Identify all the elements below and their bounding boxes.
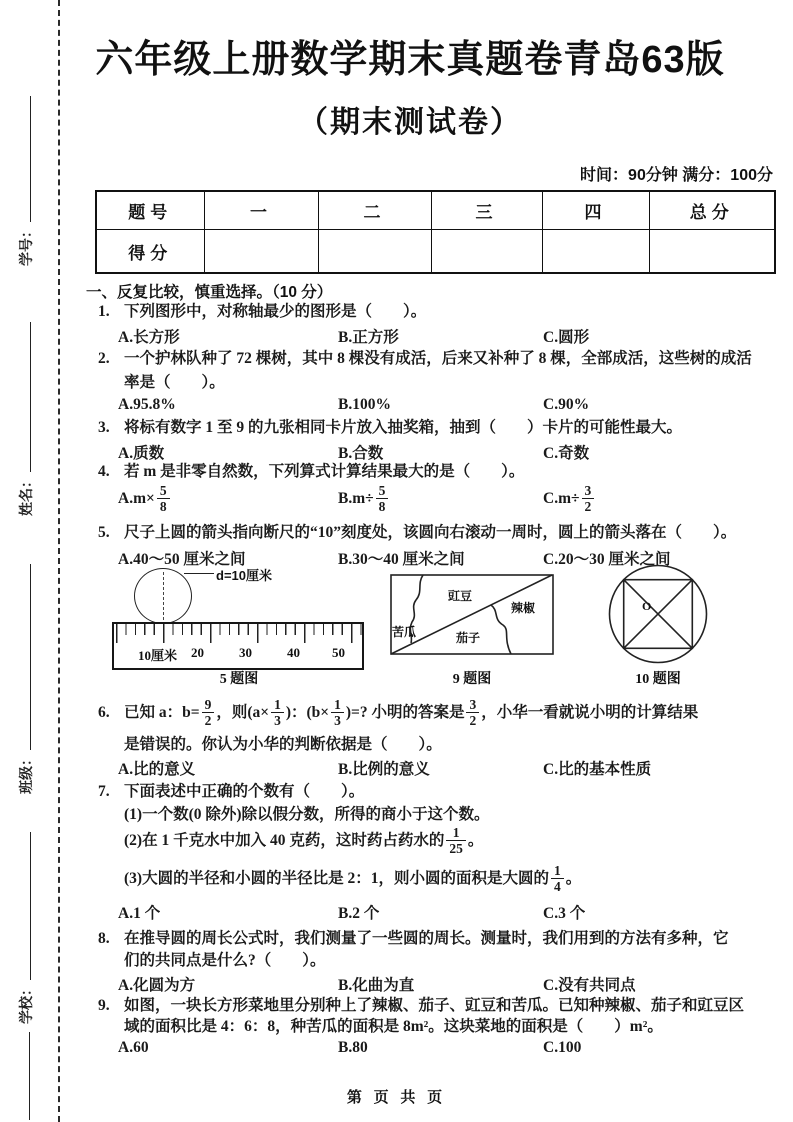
- time-score-meta: 时间：90分钟 满分：100分: [580, 167, 773, 184]
- q3-option-c: C.奇数: [543, 445, 590, 462]
- q7-option-b: B.2 个: [338, 905, 380, 922]
- q6-option-b: B.比例的意义: [338, 761, 430, 778]
- score-label-cell: 得分: [96, 230, 204, 274]
- score-cell: [318, 230, 431, 274]
- circle-diameter-dashed-line: [163, 572, 164, 620]
- question-6: [98, 694, 698, 732]
- question-8-line2: 们的共同点是什么?（ ）。: [124, 952, 326, 969]
- bottom-blank-line-group: [16, 1032, 33, 1122]
- diameter-label: d=10厘米: [216, 568, 272, 583]
- class-label: 班级：: [18, 752, 34, 794]
- class-field: [16, 564, 36, 794]
- header-part-1: 一: [204, 191, 318, 230]
- school-field: [16, 832, 36, 1024]
- question-7-options: [118, 901, 778, 921]
- question-1-number: 1.: [98, 303, 110, 320]
- q4-option-a-fraction: $\frac{5}{8}$: [157, 484, 170, 514]
- plot-label-cowpea: 豇豆: [448, 589, 473, 603]
- q4-option-a-text: A.m×: [118, 490, 155, 507]
- q6-fraction-2: $\frac{1}{3}$: [271, 698, 284, 728]
- q1-option-c: C.圆形: [543, 329, 590, 346]
- question-6-number: 6.: [98, 704, 110, 721]
- question-1-options: [118, 325, 778, 345]
- plot-label-pepper: 辣椒: [511, 601, 536, 615]
- question-5-text: 尺子上圆的箭头指向断尺的“10”刻度处，该圆向右滚动一周时，圆上的箭头落在（ ）。: [124, 524, 737, 541]
- q5-option-a: A.40～50 厘米之间: [118, 551, 246, 568]
- q7-option-c: C.3 个: [543, 905, 586, 922]
- dashed-fold-line: [58, 0, 60, 1122]
- q7-s3-text: (3)大圆的半径和小圆的半径比是 2：1，则小圆的面积是大圆的: [124, 870, 549, 887]
- question-2-options: [118, 396, 778, 416]
- score-cell: [431, 230, 542, 274]
- q5-option-c: C.20～30 厘米之间: [543, 551, 671, 568]
- figure-q9-vegetable-plot: [390, 574, 554, 656]
- page-subtitle: （期末测试卷）: [298, 106, 522, 139]
- q2-option-c: C.90%: [543, 396, 590, 413]
- q7-s2-period: 。: [467, 832, 484, 849]
- q6-option-a: A.比的意义: [118, 761, 196, 778]
- q8-option-b: B.化曲为直: [338, 977, 415, 994]
- question-7: [98, 782, 364, 802]
- question-4-number: 4.: [98, 463, 110, 480]
- question-9: [98, 996, 744, 1016]
- q6-text-part1: 已知 a：b=: [124, 704, 200, 721]
- question-3-options: [118, 441, 778, 461]
- question-5-number: 5.: [98, 524, 110, 541]
- question-6-line2: 是错误的。你认为小华的判断依据是（ ）。: [124, 736, 442, 753]
- question-9-options: [118, 1039, 778, 1059]
- question-2: [98, 349, 752, 369]
- q9-option-a: A.60: [118, 1039, 149, 1056]
- page-footer: 第 页 共 页: [346, 1090, 447, 1106]
- q5-option-b: B.30～40 厘米之间: [338, 551, 465, 568]
- student-id-label: 学号：: [18, 224, 34, 266]
- q4-option-a: [118, 481, 172, 517]
- student-id-blank-line: [17, 96, 31, 222]
- header-part-4: 四: [542, 191, 649, 230]
- ruler-tick-label-20: 20: [191, 645, 204, 660]
- q8-option-c: C.没有共同点: [543, 977, 636, 994]
- score-cell: [204, 230, 318, 274]
- q6-fraction-3: $\frac{1}{3}$: [331, 698, 344, 728]
- question-8-options: [118, 973, 778, 993]
- header-part-2: 二: [318, 191, 431, 230]
- score-table-score-row: [96, 230, 775, 274]
- ruler-tick-label-50: 50: [332, 645, 345, 660]
- diameter-pointer-line: [184, 573, 214, 574]
- q1-option-a: A.长方形: [118, 329, 180, 346]
- circle-center-label: O: [642, 599, 652, 613]
- q1-option-b: B.正方形: [338, 329, 399, 346]
- figure-q10-caption: 10 题图: [635, 672, 681, 687]
- figure-q10-circle-square: [602, 562, 714, 666]
- ruler-tick-label-10: 10厘米: [138, 648, 178, 663]
- q4-option-b: [338, 481, 390, 517]
- q6-text-part2: ，则(a×: [216, 704, 270, 721]
- question-7-text: 下面表述中正确的个数有（ ）。: [124, 783, 365, 800]
- q4-option-b-text: B.m÷: [338, 490, 374, 507]
- question-4: [98, 462, 524, 482]
- q6-text-part5: ，小华一看就说小明的计算结果: [481, 704, 699, 721]
- q7-s3-fraction: $\frac{1}{4}$: [551, 864, 564, 894]
- rolling-circle: [134, 568, 192, 624]
- question-8-line1: 在推导圆的周长公式时，我们测量了一些圆的周长。测量时，我们用到的方法有多种，它: [124, 930, 729, 947]
- question-5: [98, 523, 736, 543]
- question-2-line2: 率是（ ）。: [124, 374, 225, 391]
- header-question-no: 题号: [96, 191, 204, 230]
- q4-option-c-text: C.m÷: [543, 490, 580, 507]
- q6-fraction-1: $\frac{9}{2}$: [202, 698, 215, 728]
- name-label: 姓名：: [18, 474, 34, 516]
- q2-option-a: A.95.8%: [118, 396, 176, 413]
- question-9-number: 9.: [98, 997, 110, 1014]
- question-3-number: 3.: [98, 419, 110, 436]
- question-4-options: [118, 481, 778, 517]
- ruler-tick-label-40: 40: [287, 645, 300, 660]
- name-field: [16, 322, 36, 516]
- score-table: [95, 190, 776, 274]
- question-9-line1: 如图，一块长方形菜地里分别种上了辣椒、茄子、豇豆和苦瓜。已知种辣椒、茄子和豇豆区: [124, 997, 745, 1014]
- school-label: 学校：: [18, 982, 34, 1024]
- q7-s2-fraction: $\frac{1}{25}$: [446, 826, 466, 856]
- question-1-text: 下列图形中，对称轴最少的图形是（ ）。: [124, 303, 427, 320]
- question-3-text: 将标有数字 1 至 9 的九张相同卡片放入抽奖箱，抽到（ ）卡片的可能性最大。: [124, 419, 683, 436]
- question-4-text: 若 m 是非零自然数，下列算式计算结果最大的是（ ）。: [124, 463, 525, 480]
- q6-fraction-4: $\frac{3}{2}$: [466, 698, 479, 728]
- q3-option-a: A.质数: [118, 445, 165, 462]
- page-title: 六年级上册数学期末真题卷青岛63版: [95, 39, 725, 81]
- plot-label-bitter-gourd: 苦瓜: [392, 625, 417, 639]
- q9-option-c: C.100: [543, 1039, 582, 1056]
- q7-s2-text: (2)在 1 千克水中加入 40 克药，这时药占药水的: [124, 832, 445, 849]
- question-1: [98, 302, 426, 322]
- question-2-number: 2.: [98, 350, 110, 367]
- q7-option-a: A.1 个: [118, 905, 161, 922]
- plot-right-wavy-boundary: [491, 605, 511, 654]
- ruler-tick-label-30: 30: [239, 645, 252, 660]
- question-8: [98, 929, 729, 949]
- question-8-number: 8.: [98, 930, 110, 947]
- figure-q9-caption: 9 题图: [452, 672, 492, 687]
- header-total: 总分: [649, 191, 775, 230]
- question-6-options: [118, 757, 778, 777]
- section1-heading: 一、反复比较，慎重选择。（10 分）: [86, 284, 333, 301]
- name-blank-line: [17, 322, 31, 472]
- q9-option-b: B.80: [338, 1039, 368, 1056]
- question-7-statement-2: [124, 824, 483, 858]
- q3-option-b: B.合数: [338, 445, 384, 462]
- score-cell: [649, 230, 775, 274]
- plot-label-eggplant: 茄子: [456, 631, 481, 645]
- ruler-tick-marks: [114, 624, 362, 643]
- score-table-header-row: [96, 191, 775, 230]
- q4-option-c: [543, 481, 596, 517]
- student-id-field: [16, 96, 36, 266]
- question-7-statement-1: (1)一个数(0 除外)除以假分数，所得的商小于这个数。: [124, 806, 490, 823]
- q6-text-part3: )：(b×: [285, 704, 330, 721]
- question-3: [98, 418, 682, 438]
- ruler-body: [112, 622, 364, 670]
- q4-option-b-fraction: $\frac{5}{8}$: [376, 484, 389, 514]
- figure-q5-caption: 5 题图: [219, 672, 259, 687]
- class-blank-line: [17, 564, 31, 750]
- question-2-line1: 一个护林队种了 72 棵树，其中 8 棵没有成活，后来又补种了 8 棵，全部成活，这些树的成活: [124, 350, 752, 367]
- score-cell: [542, 230, 649, 274]
- question-7-statement-3: [124, 862, 581, 896]
- q2-option-b: B.100%: [338, 396, 391, 413]
- q6-option-c: C.比的基本性质: [543, 761, 652, 778]
- header-part-3: 三: [431, 191, 542, 230]
- school-blank-line: [17, 832, 31, 980]
- q7-s3-period: 。: [565, 870, 582, 887]
- q4-option-c-fraction: $\frac{3}{2}$: [582, 484, 595, 514]
- question-9-line2: 域的面积比是 4：6：8，种苦瓜的面积是 8m²。这块菜地的面积是（ ）m²。: [124, 1018, 663, 1035]
- q8-option-a: A.化圆为方: [118, 977, 196, 994]
- q6-text-part4: )=? 小明的答案是: [345, 704, 465, 721]
- question-7-number: 7.: [98, 783, 110, 800]
